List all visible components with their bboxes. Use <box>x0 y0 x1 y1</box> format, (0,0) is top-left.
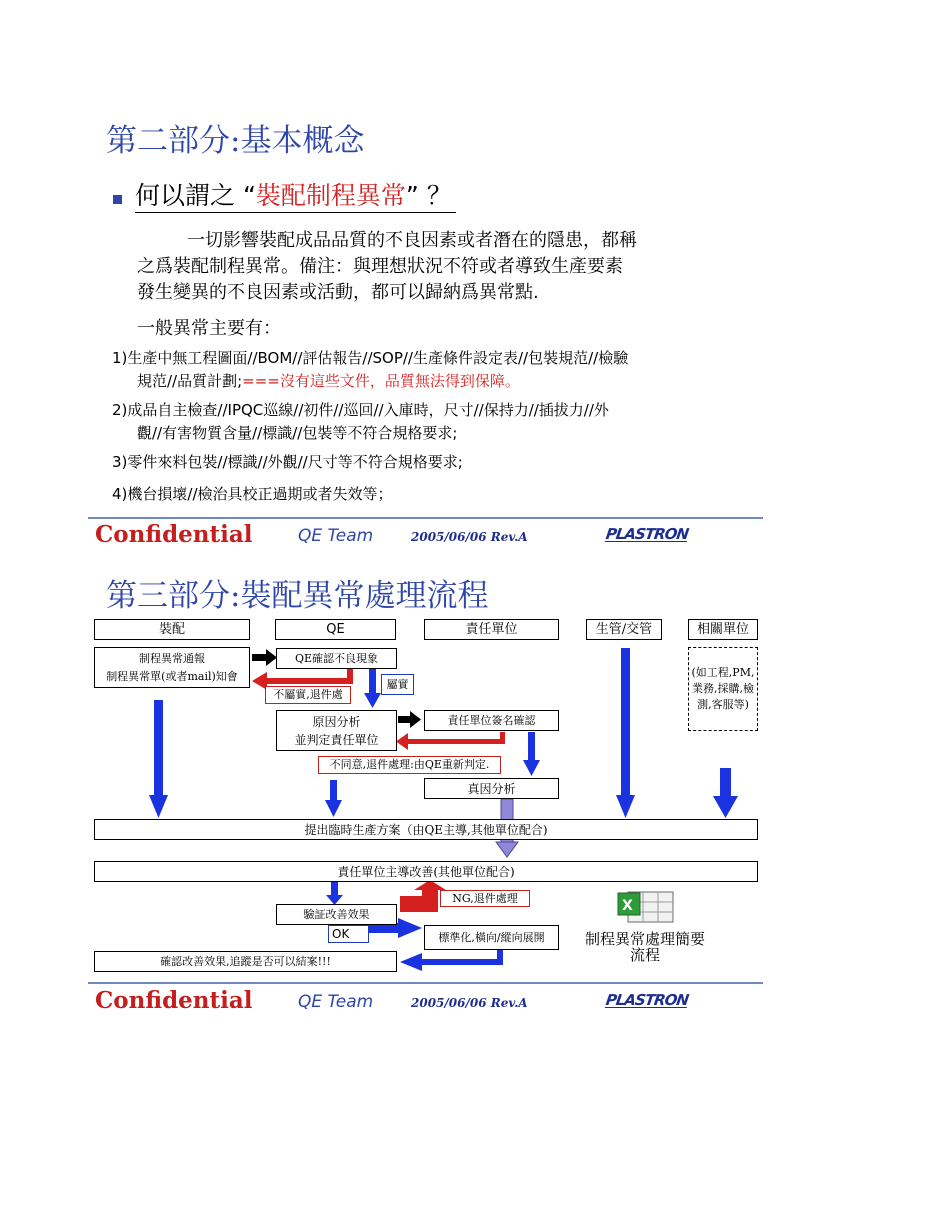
column-header-responsible: 責任單位 <box>424 619 559 640</box>
improve-box: 責任單位主導改善(其他單位配合) <box>94 861 758 882</box>
verify-box: 驗証改善效果 <box>276 904 397 925</box>
flow-caption <box>575 931 715 963</box>
related-units-box: (如工程,PM,業務,採購,檢測,客服等) <box>688 647 758 731</box>
item-number: 4) <box>112 485 128 503</box>
ok-box: OK <box>328 925 369 943</box>
question-highlight: 裝配制程異常 <box>255 181 406 210</box>
item-number: 2) <box>112 401 128 419</box>
ng-box: NG,退件處理 <box>440 890 530 907</box>
logo-text: PLASTRON <box>604 991 690 1009</box>
true-box: 屬實 <box>381 674 414 695</box>
disagree-box: 不同意,退件處理:由QE重新判定. <box>318 756 501 774</box>
question-prefix: 何以謂之 “ <box>135 181 256 210</box>
date-label: 2005/06/06 Rev.A <box>411 530 528 544</box>
logo-text: PLASTRON <box>604 525 690 543</box>
company-logo <box>605 991 689 1008</box>
item-text: 生產中無工程圖面//BOM//評估報告//SOP//生產條件設定表//包裝規范//檢驗 <box>127 349 629 367</box>
temp-plan-box: 提出臨時生產方案（由QE主導,其他單位配合) <box>94 819 758 840</box>
item-red-note: ===沒有這些文件，品質無法得到保障。 <box>242 372 520 390</box>
root-cause-box: 真因分析 <box>424 778 559 799</box>
notify-box <box>94 647 250 688</box>
caption-line-1: 制程異常處理簡要 <box>584 930 705 948</box>
section3-title: 第三部分:裝配異常處理流程 <box>106 578 489 614</box>
team-label: QE Team <box>298 992 374 1012</box>
notify-line-2: 制程異常單(或者mail)知會 <box>106 669 238 683</box>
column-header-assembly: 裝配 <box>94 619 250 640</box>
confidential-label: Confidential <box>95 987 253 1014</box>
qe-confirm-box: QE確認不良現象 <box>276 648 397 669</box>
item-text-cont: 規范//品質計劃; <box>137 372 243 390</box>
svg-text:X: X <box>622 898 633 914</box>
subtitle: 一般異常主要有： <box>137 318 281 339</box>
date-label: 2005/06/06 Rev.A <box>411 996 528 1010</box>
section2-title: 第二部分:基本概念 <box>106 123 365 159</box>
column-header-qe: QE <box>275 619 396 640</box>
item-number: 3) <box>112 453 128 471</box>
cause-analysis-box <box>276 710 397 751</box>
resp-sign-box: 責任單位簽名確認 <box>424 710 559 731</box>
item-text: 成品自主檢查//IPQC巡線//初件//巡回//入庫時，尺寸//保持力//插拔力//外 <box>127 401 609 419</box>
definition-line-3: 發生變異的不良因素或活動，都可以歸納爲異常點. <box>137 282 539 303</box>
definition-line-1: 一切影響裝配成品品質的不良因素或者潛在的隱患，都稱 <box>187 230 637 251</box>
cause-line-2: 並判定責任單位 <box>294 732 379 747</box>
notify-line-1: 制程異常通報 <box>139 651 205 665</box>
definition-line-2: 之爲裝配制程異常。備注：與理想狀況不符或者導致生產要素 <box>137 256 623 277</box>
column-header-production: 生管/交管 <box>586 619 662 640</box>
standardize-box: 標準化,橫向/縱向展開 <box>424 925 559 950</box>
close-box: 確認改善效果,追蹤是否可以結案!!! <box>94 951 397 972</box>
confidential-label: Confidential <box>95 521 253 548</box>
item-text: 零件來料包裝//標識//外觀//尺寸等不符合規格要求; <box>127 453 463 471</box>
caption-line-2: 流程 <box>629 946 660 964</box>
cause-line-1: 原因分析 <box>312 714 361 729</box>
excel-icon <box>618 892 673 922</box>
not-true-box: 不屬實,退件處 <box>265 686 351 704</box>
item-text: 機台損壞//檢治具校正過期或者失效等； <box>127 485 393 503</box>
team-label: QE Team <box>298 526 374 546</box>
item-number: 1) <box>112 349 128 367</box>
item-text-cont: 觀//有害物質含量//標識//包裝等不符合規格要求; <box>137 424 458 442</box>
column-header-related: 相關單位 <box>688 619 758 640</box>
divider <box>88 982 763 984</box>
question-suffix: ” ？ <box>405 181 452 210</box>
